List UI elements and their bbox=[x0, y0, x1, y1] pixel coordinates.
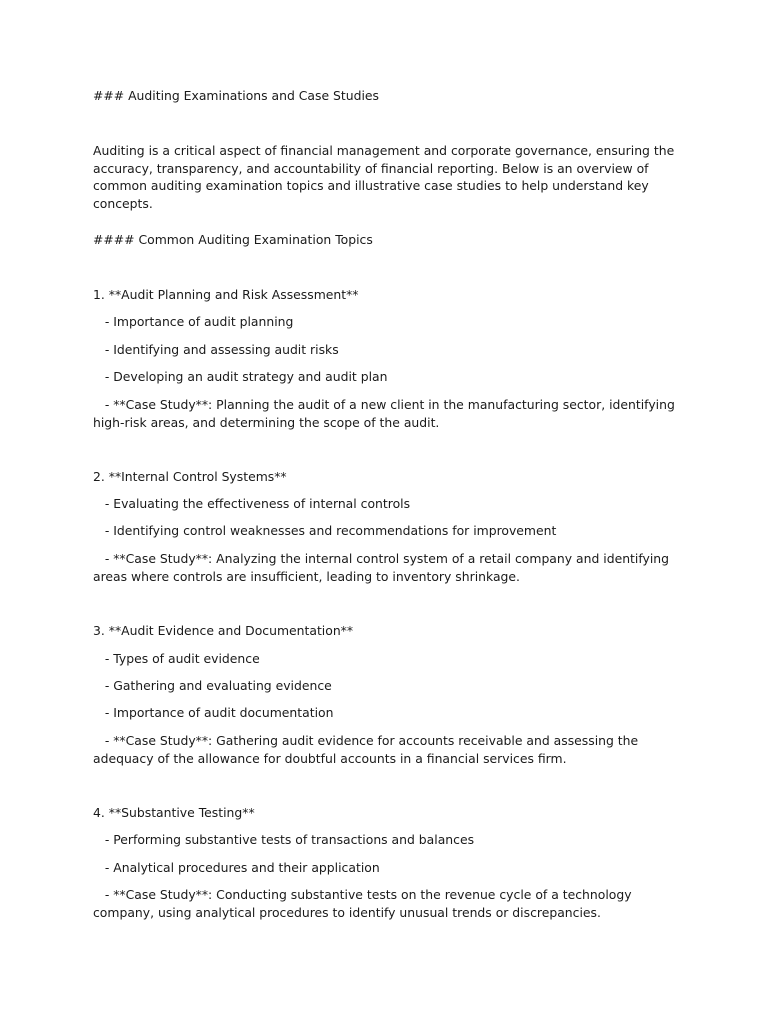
section-bullet: - Identifying and assessing audit risks bbox=[93, 342, 339, 357]
section-heading: 1. **Audit Planning and Risk Assessment** bbox=[93, 287, 359, 302]
case-study: - **Case Study**: Analyzing the internal control system of a retail company and identifying areas where controls are insufficient, leading to inventory shrinkage. bbox=[93, 551, 673, 584]
section-bullet: - Types of audit evidence bbox=[93, 651, 260, 666]
document-page bbox=[93, 0, 679, 1024]
section-bullet: - Gathering and evaluating evidence bbox=[93, 678, 332, 693]
section-bullet: - Importance of audit documentation bbox=[93, 705, 334, 720]
section-bullet: - Performing substantive tests of transactions and balances bbox=[93, 832, 475, 847]
section-heading: 4. **Substantive Testing** bbox=[93, 805, 255, 820]
section-heading: 2. **Internal Control Systems** bbox=[93, 469, 287, 484]
document-title: ### Auditing Examinations and Case Studies bbox=[93, 88, 379, 103]
section-bullet: - Evaluating the effectiveness of internal controls bbox=[93, 496, 411, 511]
topics-heading: #### Common Auditing Examination Topics bbox=[93, 232, 373, 247]
section-heading: 3. **Audit Evidence and Documentation** bbox=[93, 623, 354, 638]
section-bullet: - Identifying control weaknesses and recommendations for improvement bbox=[93, 523, 557, 538]
case-study: - **Case Study**: Conducting substantive tests on the revenue cycle of a technology company, using analytical procedures to identify unusual trends or discrepancies. bbox=[93, 887, 636, 920]
section-bullet: - Developing an audit strategy and audit plan bbox=[93, 369, 388, 384]
case-study: - **Case Study**: Planning the audit of a new client in the manufacturing sector, identifying high-risk areas, and determining the scope of the audit. bbox=[93, 397, 679, 430]
section-bullet: - Importance of audit planning bbox=[93, 314, 294, 329]
intro-paragraph: Auditing is a critical aspect of financial management and corporate governance, ensuring the accuracy, transparency, and accountability of financial reporting. Below is an overview of common auditing examination topics and illustrative case studies to help understand key concepts. bbox=[93, 143, 679, 211]
section-bullet: - Analytical procedures and their application bbox=[93, 860, 380, 875]
case-study: - **Case Study**: Gathering audit evidence for accounts receivable and assessing the adequacy of the allowance for doubtful accounts in a financial services firm. bbox=[93, 733, 643, 766]
